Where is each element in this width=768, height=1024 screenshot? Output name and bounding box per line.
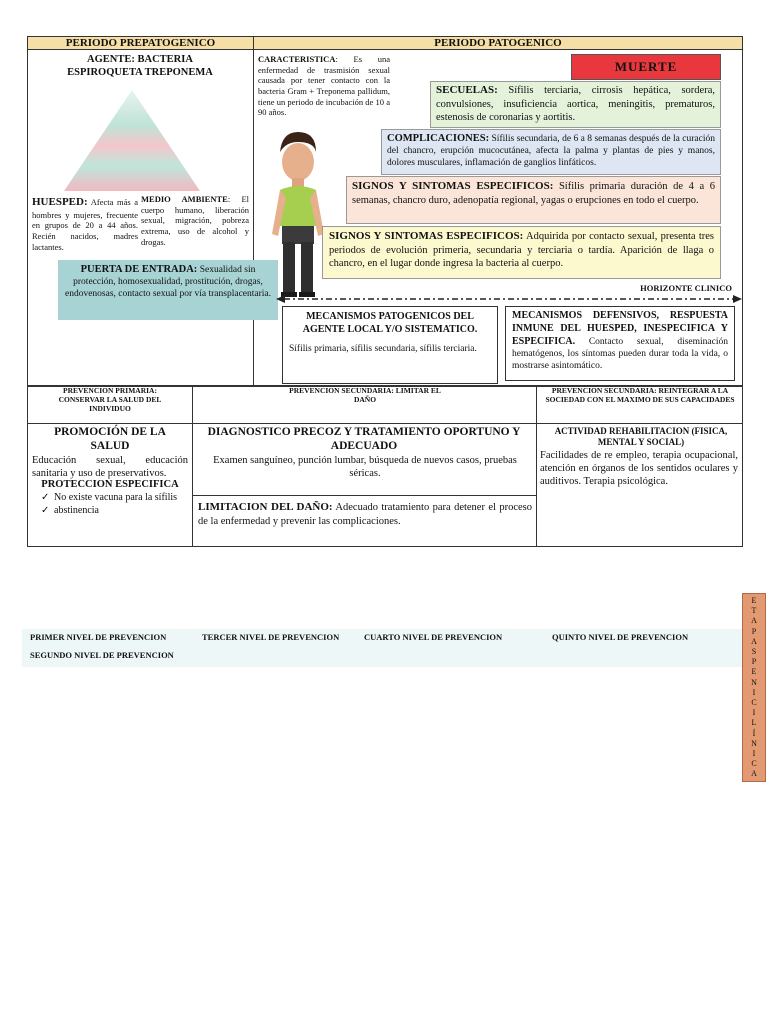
- etapas-letter: C: [751, 698, 757, 708]
- nivel-primer: PRIMER NIVEL DE PREVENCION: [30, 632, 167, 642]
- medio-ambiente-text: : El cuerpo humano, liberación sexual, migración, pobreza extrema, uso de alcohol y drogas.: [141, 194, 249, 247]
- nivel-tercer: TERCER NIVEL DE PREVENCION: [202, 632, 340, 642]
- column-divider: [253, 50, 254, 386]
- etapas-letter: S: [751, 647, 757, 657]
- nivel-segundo: SEGUNDO NIVEL DE PREVENCION: [30, 650, 174, 660]
- etapas-letters: [742, 596, 766, 780]
- proteccion-especifica-list: [32, 492, 192, 517]
- signos-especificos-box-1: [346, 176, 721, 224]
- promocion-salud-text: Educación sexual, educación sanitaria y uso de preservativos.: [32, 455, 188, 480]
- complicaciones-title: COMPLICACIONES:: [387, 133, 490, 144]
- header-patogenico: PERIODO PATOGENICO: [253, 36, 743, 50]
- signos2-text: Adquirida por contacto sexual, presenta tres periodos de evolución primeria, secundaria y terciaria o tardía. Aparición de llaga o chancro, en el lugar donde ingresa la bacteria al cuerpo.: [329, 231, 714, 269]
- medio-ambiente-block: [141, 194, 249, 247]
- secuelas-box: [430, 81, 721, 128]
- horizonte-clinico-arrow: [276, 293, 742, 305]
- header-prepatogenico: PERIODO PREPATOGENICO: [27, 36, 254, 50]
- etapas-letter: I: [752, 687, 756, 697]
- complicaciones-box: [381, 129, 721, 175]
- actividad-rehabilitacion-title: ACTIVIDAD REHABILITACION (FISICA, MENTAL Y SOCIAL): [554, 426, 728, 448]
- signos2-title: SIGNOS Y SINTOMAS ESPECIFICOS:: [329, 230, 524, 242]
- actividad-rehabilitacion-text: Facilidades de re empleo, terapia ocupacional, atención en órganos de los sentidos oculares y auditivos. Terapia psicológica.: [540, 450, 738, 488]
- nivel-quinto: QUINTO NIVEL DE PREVENCION: [552, 632, 689, 642]
- limitacion-text: Adecuado tratamiento para detener el proceso de la enfermedad y prevenir las complicaciones.: [198, 502, 532, 527]
- prevention-col-divider-2: [536, 386, 537, 547]
- etapas-letter: A: [751, 636, 757, 646]
- triad-triangle-image: [62, 88, 202, 193]
- limitacion-divider: [192, 495, 536, 496]
- agente-title: AGENTE: BACTERIA ESPIROQUETA TREPONEMA: [67, 54, 213, 79]
- mecanismos-patogenicos-box: [282, 306, 498, 384]
- etapas-letter: N: [751, 677, 757, 687]
- prevencion-primaria-header: PREVENCION PRIMARIA: CONSERVAR LA SALUD DEL INDIVIDUO: [58, 386, 162, 413]
- horizonte-clinico-label: HORIZONTE CLINICO: [640, 283, 732, 293]
- etapas-letter: P: [751, 657, 757, 667]
- etapas-letter: A: [751, 769, 757, 779]
- huesped-block: [32, 196, 138, 252]
- nivel-cuarto: CUARTO NIVEL DE PREVENCION: [364, 632, 503, 642]
- mecanismos-patogenicos-title: MECANISMOS PATOGENICOS DEL AGENTE LOCAL Y/O SISTEMATICO.: [302, 311, 478, 335]
- etapas-letter: Í: [752, 728, 756, 738]
- muerte-box: MUERTE: [571, 54, 721, 80]
- limitacion-block: [198, 501, 532, 528]
- signos-especificos-box-2: [322, 226, 721, 279]
- etapas-letter: P: [751, 626, 757, 636]
- diagnostico-title: DIAGNOSTICO PRECOZ Y TRATAMIENTO OPORTUNO Y ADECUADO: [207, 426, 521, 452]
- etapas-letter: N: [751, 738, 757, 748]
- etapas-letter: I: [752, 708, 756, 718]
- puerta-entrada-title: PUERTA DE ENTRADA:: [80, 264, 198, 275]
- caracteristica-block: [258, 54, 390, 118]
- proteccion-item: ✓ abstinencia: [54, 505, 192, 518]
- etapas-letter: E: [751, 596, 757, 605]
- huesped-text: Afecta más a hombres y mujeres, frecuente en grupos de 20 a 44 años. Recién nacidos, madres lactantes.: [32, 197, 138, 252]
- mecanismos-defensivos-text: Contacto sexual, diseminación hematógenos, los síntomas pueden durar toda la vida, o mostrarse asintomático.: [512, 336, 728, 371]
- puerta-entrada-box: [58, 260, 278, 320]
- secuelas-title: SECUELAS:: [436, 84, 498, 96]
- mecanismos-defensivos-title: MECANISMOS DEFENSIVOS, RESPUESTA INMUNE DEL HUESPED, INESPECIFICA Y ESPECIFICA.: [512, 310, 728, 347]
- prevention-header-line: [27, 423, 743, 424]
- prevencion-secundaria-header: PREVENCION SECUNDARIA: LIMITAR EL DAÑO: [289, 386, 441, 404]
- prevention-col-divider-1: [192, 386, 193, 547]
- medio-ambiente-title: MEDIO AMBIENTE: [141, 194, 228, 204]
- mecanismos-patogenicos-text: Sífilis primaria, sífilis secundaria, sífilis terciaria.: [289, 344, 477, 354]
- etapas-letter: I: [752, 749, 756, 759]
- caracteristica-title: CARACTERISTICA: [258, 54, 336, 64]
- etapas-letter: C: [751, 759, 757, 769]
- caracteristica-text: : Es una enfermedad de trasmisión sexual causada por tener contacto con la bacteria Gram + Treponema pallidum, tiene un periodo de incubación de 10 a 90 años.: [258, 54, 390, 118]
- person-illustration: [268, 126, 328, 298]
- etapas-letter: L: [751, 718, 757, 728]
- signos1-title: SIGNOS Y SINTOMAS ESPECIFICOS:: [352, 180, 554, 192]
- complicaciones-text: Sífilis secundaria, de 6 a 8 semanas después de la curación del chancro, erupción mucocutánea, afecta la palma y plantas de pies y manos, dolores musculares, inflamación de ganglios linfáticos.: [387, 134, 715, 168]
- huesped-title: HUESPED:: [32, 196, 88, 208]
- promocion-salud-title: PROMOCIÓN DE LA SALUD: [54, 426, 166, 452]
- mecanismos-defensivos-box: [505, 306, 735, 381]
- limitacion-title: LIMITACION DEL DAÑO:: [198, 501, 333, 513]
- proteccion-item: ✓ No existe vacuna para la sífilis: [54, 492, 192, 505]
- etapas-letter: A: [751, 616, 757, 626]
- diagnostico-text: Examen sanguíneo, punción lumbar, búsqueda de nuevos casos, pruebas séricas.: [213, 455, 517, 480]
- etapas-letter: T: [751, 606, 757, 616]
- puerta-entrada-text: Sexualidad sin protección, homosexualidad, prostitución, drogas, endovenosas, contacto sexual por vía transplacentaria.: [64, 265, 272, 299]
- etapas-letter: E: [751, 667, 757, 677]
- signos1-text: Sífilis primaria duración de 4 a 6 semanas, chancro duro, adenopatía regional, yagas o erupciones en todo el cuerpo.: [352, 181, 715, 206]
- secuelas-text: Sífilis terciaria, cirrosis hepática, sordera, convulsiones, insuficiencia aortica, meningitis, prematuros, estenosis de coronarias y aortitis.: [436, 85, 715, 123]
- proteccion-especifica-title: PROTECCION ESPECIFICA: [41, 479, 179, 490]
- prevencion-terciaria-header: PREVENCION SECUNDARIA: REINTEGRAR A LA SOCIEDAD CON EL MAXIMO DE SUS CAPACIDADES: [545, 386, 735, 404]
